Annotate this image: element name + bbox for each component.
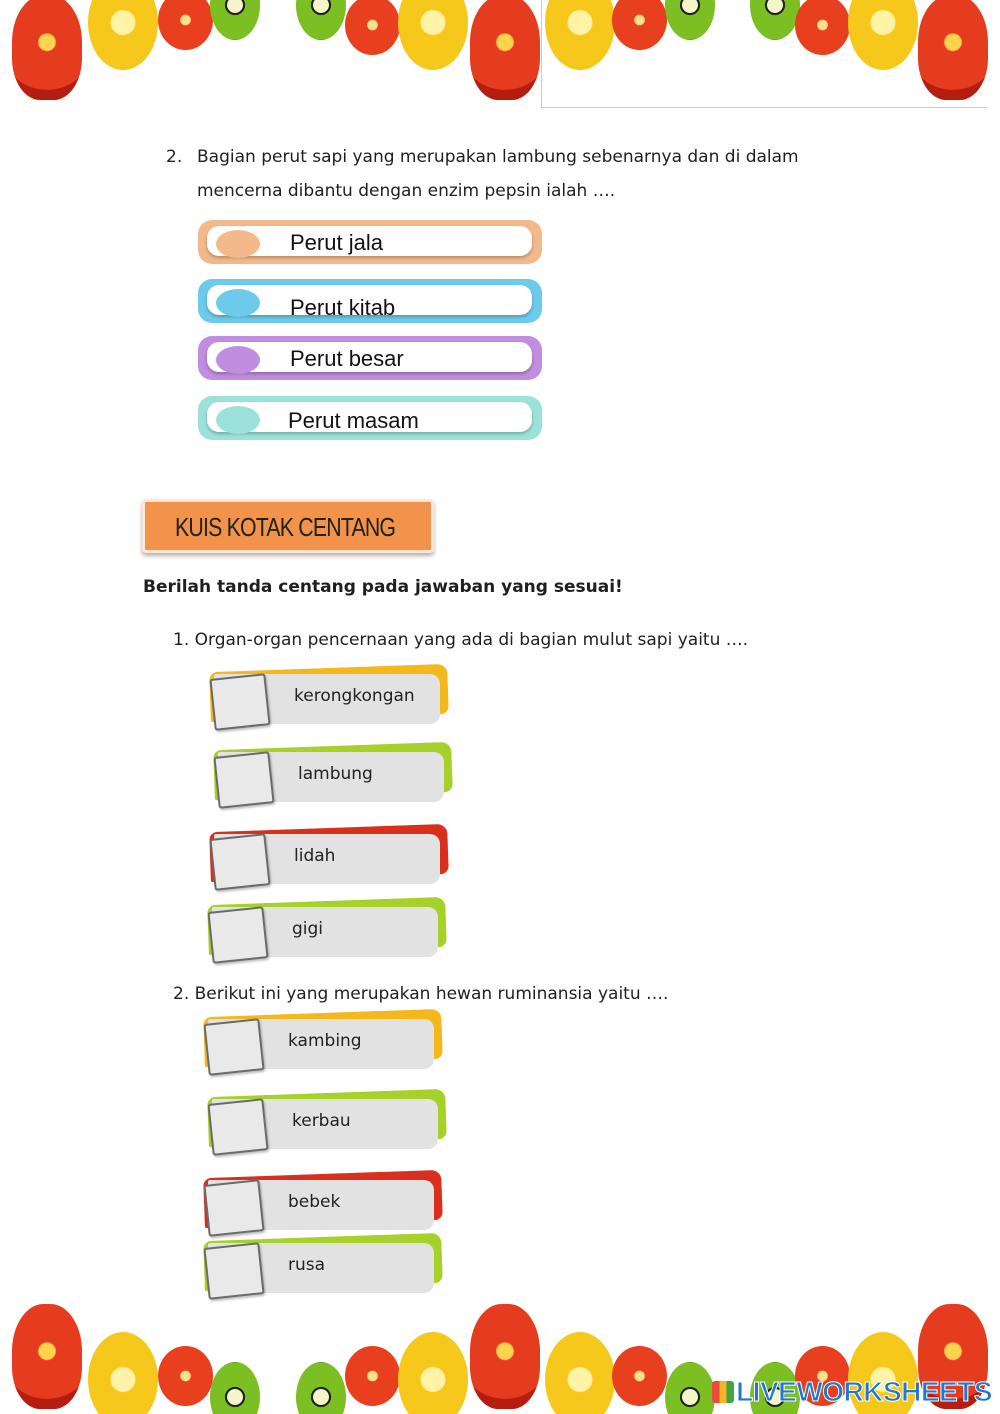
- tomato-decoration: [345, 1346, 400, 1406]
- checkbox-label: kambing: [288, 1031, 362, 1051]
- radio-circle-icon[interactable]: [216, 346, 260, 374]
- option-perut-jala[interactable]: [198, 220, 542, 264]
- checkbox[interactable]: [209, 833, 270, 891]
- checkbox-option-kambing[interactable]: [204, 1013, 444, 1069]
- checkbox-label: gigi: [292, 919, 324, 939]
- tomato-decoration: [158, 0, 213, 50]
- pepper-decoration: [12, 1304, 82, 1409]
- section-banner: [142, 499, 434, 553]
- checkbox-label: lidah: [294, 846, 336, 866]
- kiwi-decoration: [210, 1362, 260, 1414]
- pepper-decoration: [12, 0, 82, 100]
- checkbox-option-gigi[interactable]: [208, 901, 448, 957]
- lemon-decoration: [398, 1332, 468, 1414]
- checkbox-option-lambung[interactable]: [214, 746, 454, 802]
- checkbox-label: lambung: [298, 764, 373, 784]
- checkbox-label: kerbau: [292, 1111, 351, 1131]
- lemon-decoration: [88, 0, 158, 70]
- radio-circle-icon[interactable]: [216, 230, 260, 258]
- pepper-decoration: [470, 1304, 540, 1409]
- checkbox-label: kerongkongan: [294, 686, 415, 706]
- kiwi-decoration: [296, 1362, 346, 1414]
- option-label: Perut besar: [290, 346, 404, 371]
- checkbox-option-rusa[interactable]: [204, 1237, 444, 1293]
- kiwi-decoration: [210, 0, 260, 40]
- lemon-decoration: [545, 1332, 615, 1414]
- kiwi-decoration: [665, 1362, 715, 1414]
- checkbox-label: bebek: [288, 1192, 341, 1212]
- checkbox[interactable]: [203, 1179, 264, 1237]
- tomato-decoration: [612, 1346, 667, 1406]
- frame-line: [541, 0, 987, 108]
- question-2: [166, 140, 886, 208]
- logo-icon: [712, 1381, 734, 1403]
- option-label: Perut kitab: [290, 295, 396, 320]
- checkbox[interactable]: [203, 1242, 264, 1300]
- kiwi-decoration: [296, 0, 346, 40]
- option-perut-besar[interactable]: [198, 336, 542, 380]
- checkbox-option-kerongkongan[interactable]: [210, 668, 450, 724]
- option-label: Perut masam: [288, 408, 419, 433]
- tomato-decoration: [158, 1346, 213, 1406]
- checkbox-label: rusa: [288, 1255, 326, 1275]
- checkbox[interactable]: [207, 906, 268, 964]
- lemon-decoration: [398, 0, 468, 70]
- radio-circle-icon[interactable]: [216, 289, 260, 317]
- checkbox-option-lidah[interactable]: [210, 828, 450, 884]
- checkbox-option-bebek[interactable]: [204, 1174, 444, 1230]
- banner-title: KUIS KOTAK CENTANG: [175, 512, 396, 542]
- checkbox[interactable]: [207, 1098, 268, 1156]
- tomato-decoration: [345, 0, 400, 55]
- logo-text: LIVEWORKSHEETS: [736, 1376, 992, 1407]
- instruction-text: Berilah tanda centang pada jawaban yang sesuai!: [143, 577, 623, 597]
- checkbox-option-kerbau[interactable]: [208, 1093, 448, 1149]
- liveworksheets-logo: [712, 1376, 992, 1408]
- radio-circle-icon[interactable]: [216, 406, 260, 434]
- lemon-decoration: [88, 1332, 158, 1414]
- bottom-fruit-border: [0, 1294, 1000, 1414]
- top-fruit-border: [0, 0, 1000, 110]
- pepper-decoration: [470, 0, 540, 100]
- checkbox-question-2: 2. Berikut ini yang merupakan hewan ruminansia yaitu ….: [173, 984, 669, 1004]
- option-perut-masam[interactable]: [198, 396, 542, 440]
- question-text: Bagian perut sapi yang merupakan lambung sebenarnya dan di dalam mencerna dibantu dengan enzim pepsin ialah ….: [197, 147, 799, 201]
- checkbox[interactable]: [203, 1018, 264, 1076]
- option-label: Perut jala: [290, 230, 383, 255]
- option-perut-kitab[interactable]: [198, 279, 542, 323]
- checkbox[interactable]: [209, 673, 270, 731]
- question-number: 2.: [166, 147, 183, 167]
- checkbox-question-1: 1. Organ-organ pencernaan yang ada di bagian mulut sapi yaitu ….: [173, 630, 749, 650]
- checkbox[interactable]: [213, 751, 274, 809]
